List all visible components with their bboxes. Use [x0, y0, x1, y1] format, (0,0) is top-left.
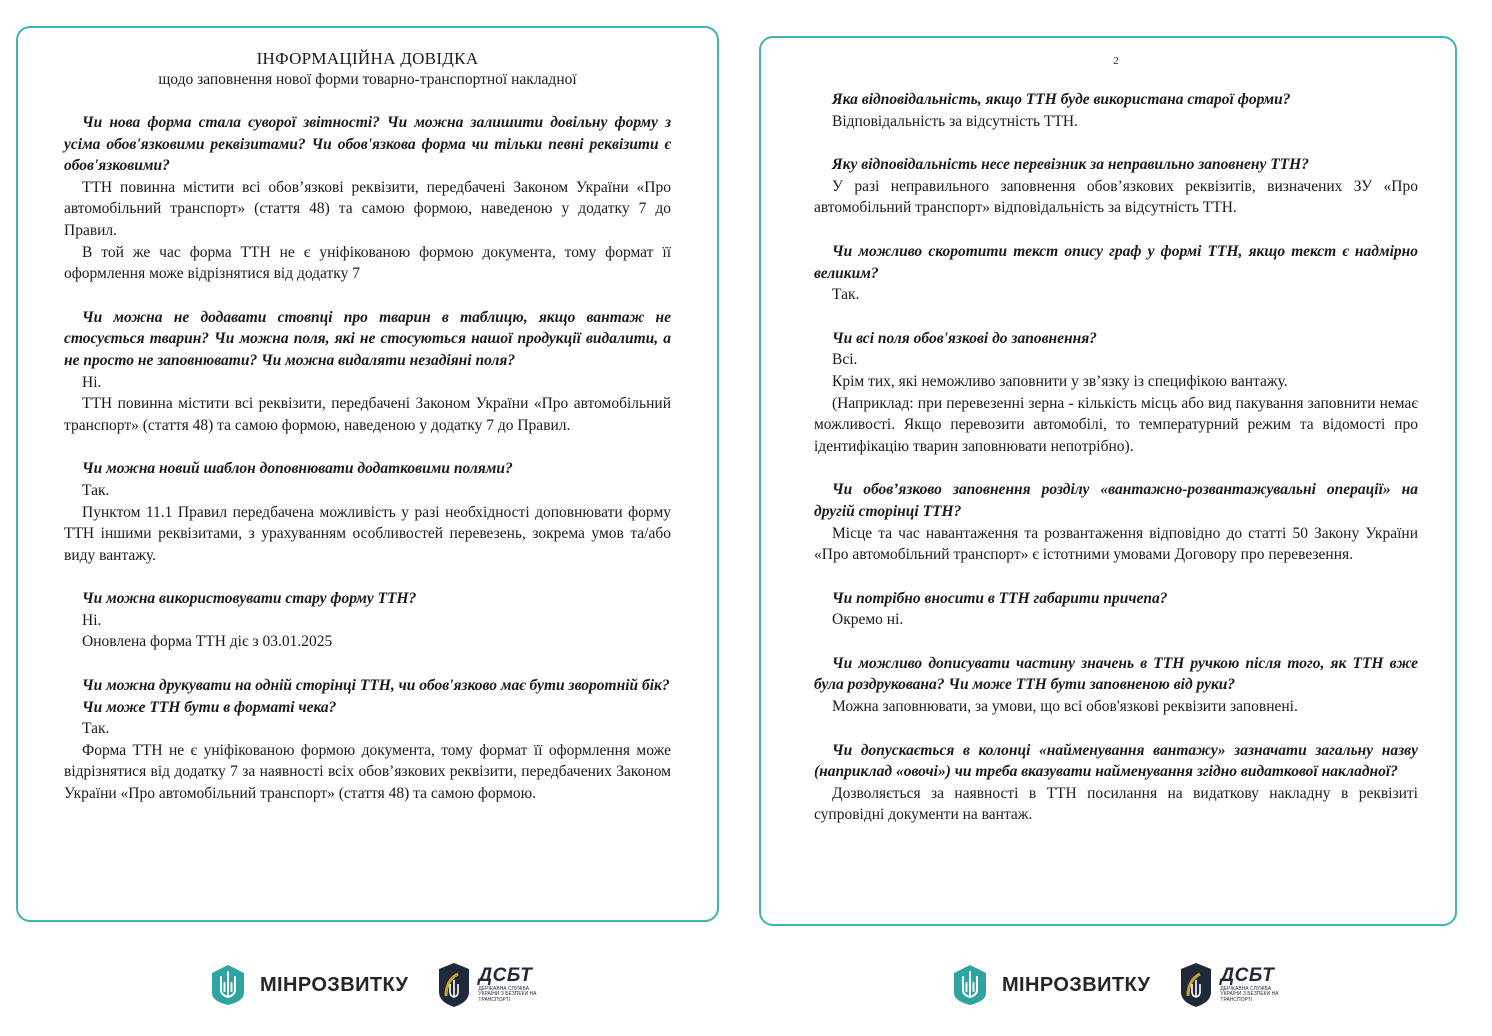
answer: Пунктом 11.1 Правил передбачена можливість у разі необхідності доповнювати форму ТТН іншими реквізитами, з урахуванням особливостей перевезень, зокрема умов та/або виду вантажу. — [64, 503, 671, 564]
answer: Місце та час навантаження та розвантаження відповідно до статті 50 Закону України «Про автомобільний транспорт» є істотними умовами Договору про перевезення. — [814, 524, 1418, 564]
document-page-2 — [759, 36, 1457, 926]
answer: Всі. — [832, 351, 858, 369]
answer: Ні. — [82, 373, 102, 391]
answer: У разі неправильного заповнення обов’язкових реквізитів, визначених ЗУ «Про автомобільний транспорт» відповідальність за відсутність ТТН. — [814, 177, 1418, 217]
answer: Так. — [832, 286, 860, 304]
trident-shield-icon — [950, 963, 990, 1007]
question: Чи може ТТН бути в форматі чека? — [82, 698, 337, 716]
page-number: 2 — [1113, 55, 1119, 67]
page-footer — [950, 960, 1282, 1010]
question: Чи можна новий шаблон доповнювати додатковими полями? — [82, 460, 513, 478]
question: Чи можливо скоротити текст опису граф у формі ТТН, якщо текст є надмірно великим? — [814, 242, 1418, 282]
qa-item — [814, 653, 1418, 718]
answer: (Наприклад: при перевезенні зерна - кількість місць або вид пакування заповнити немає можливості. Якщо перевозити автомобілі, то температурний режим та відомості про ідентифікацію тварин заповнювати непотрібно). — [814, 394, 1418, 455]
question: Чи всі поля обов'язкові до заповнення? — [832, 329, 1097, 347]
document-subtitle: щодо заповнення нової форми товарно-транспортної накладної — [158, 71, 577, 88]
qa-item — [814, 154, 1418, 219]
qa-item — [814, 479, 1418, 565]
trident-shield-icon — [208, 963, 248, 1007]
answer: Так. — [82, 481, 110, 499]
dsbt-logo — [438, 962, 540, 1008]
dsbt-shield-icon — [1180, 962, 1212, 1008]
answer: Відповідальність за відсутність ТТН. — [832, 112, 1078, 130]
qa-item — [814, 241, 1418, 306]
minrozvytku-wordmark: МІНРОЗВИТКУ — [260, 973, 409, 996]
answer: Так. — [82, 720, 110, 738]
page-footer — [208, 960, 540, 1010]
qa-item — [64, 458, 671, 566]
answer: Форма ТТН не є уніфікованою формою документа, тому формат її оформлення може відрізнятися від додатку 7 за наявності всіх обов’язкових реквізити, передбачених Законом України «Про автомобільний транспорт» (стаття 48) та самою формою. — [64, 741, 671, 803]
minrozvytku-logo — [950, 963, 1150, 1007]
qa-item — [814, 328, 1418, 458]
minrozvytku-wordmark: МІНРОЗВИТКУ — [1002, 973, 1151, 996]
dsbt-wordmark: ДСБТ — [1220, 964, 1275, 986]
question: Чи можна використовувати стару форму ТТН? — [82, 590, 417, 608]
qa-item — [814, 588, 1418, 631]
question: Яка відповідальність, якщо ТТН буде використана старої форми? — [832, 91, 1291, 108]
answer: Можна заповнювати, за умови, що всі обов'язкові реквізити заповнені. — [832, 698, 1298, 716]
answer: В той же час форма ТТН не є уніфікованою формою документа, тому формат її оформлення може відрізнятися від додатку 7 — [64, 243, 671, 283]
question: Чи нова форма стала суворої звітності? Чи можна залишити довільну форму з усіма обов'язковими реквізитами? Чи обов'язкова форма чи тільки певні реквізити є обов'язковими? — [64, 114, 671, 175]
document-page-1 — [16, 26, 719, 922]
qa-item — [814, 740, 1418, 826]
question: Чи можливо дописувати частину значень в ТТН ручкою після того, як ТТН вже була роздрукована? Чи може ТТН бути заповненою від руки? — [814, 654, 1418, 694]
question: Чи обов’язково заповнення розділу «вантажно-розвантажувальні операції» на другій сторінці ТТН? — [814, 481, 1418, 520]
dsbt-wordmark: ДСБТ — [478, 964, 533, 986]
question: Чи можна друкувати на одній сторінці ТТН, чи обов'язково має бути зворотній бік? — [82, 677, 670, 695]
qa-item — [64, 112, 671, 285]
dsbt-subtitle: ДЕРЖАВНА СЛУЖБА УКРАЇНИ З БЕЗПЕКИ НА ТРАНСПОРТІ — [1220, 985, 1279, 1003]
qa-item — [814, 89, 1418, 132]
answer: ТТН повинна містити всі обов’язкові реквізити, передбачені Законом України «Про автомобільний транспорт» (стаття 48) та самою формою, наведеною у додатку 7 до Правил. — [64, 178, 671, 239]
qa-item — [64, 307, 671, 437]
answer: Оновлена форма ТТН діє з 03.01.2025 — [82, 633, 333, 651]
answer: Ні. — [82, 611, 102, 629]
question: Чи потрібно вносити в ТТН габарити причепа? — [832, 589, 1168, 607]
answer: Крім тих, які неможливо заповнити у зв’язку із специфікою вантажу. — [832, 372, 1288, 390]
qa-item — [64, 588, 671, 653]
document-title: ІНФОРМАЦІЙНА ДОВІДКА — [256, 49, 479, 68]
answer: ТТН повинна містити всі реквізити, передбачені Законом України «Про автомобільний транспорт» (стаття 48) та самою формою, наведеною у додатку 7 до Правил. — [64, 395, 671, 434]
minrozvytku-logo — [208, 963, 408, 1007]
question: Яку відповідальність несе перевізник за неправильно заповнену ТТН? — [832, 156, 1309, 174]
question: Чи можна не додавати стовпці про тварин в таблицю, якщо вантаж не стосується тварин? Чи можна поля, які не стосуються нашої продукції видалити, а не просто не заповнювати? Чи можна видаляти незадіяні поля? — [64, 308, 671, 369]
answer: Дозволяється за наявності в ТТН посилання на видаткову накладну в реквізиті супровідні документи на вантаж. — [814, 784, 1418, 824]
qa-item — [64, 675, 671, 805]
dsbt-shield-icon — [438, 962, 470, 1008]
dsbt-logo — [1180, 962, 1282, 1008]
dsbt-subtitle: ДЕРЖАВНА СЛУЖБА УКРАЇНИ З БЕЗПЕКИ НА ТРАНСПОРТІ — [478, 985, 537, 1003]
answer: Окремо ні. — [832, 611, 904, 629]
question: Чи допускається в колонці «найменування вантажу» зазначати загальну назву (наприклад «овочі») чи треба вказувати найменування згідно видаткової накладної? — [814, 741, 1418, 781]
